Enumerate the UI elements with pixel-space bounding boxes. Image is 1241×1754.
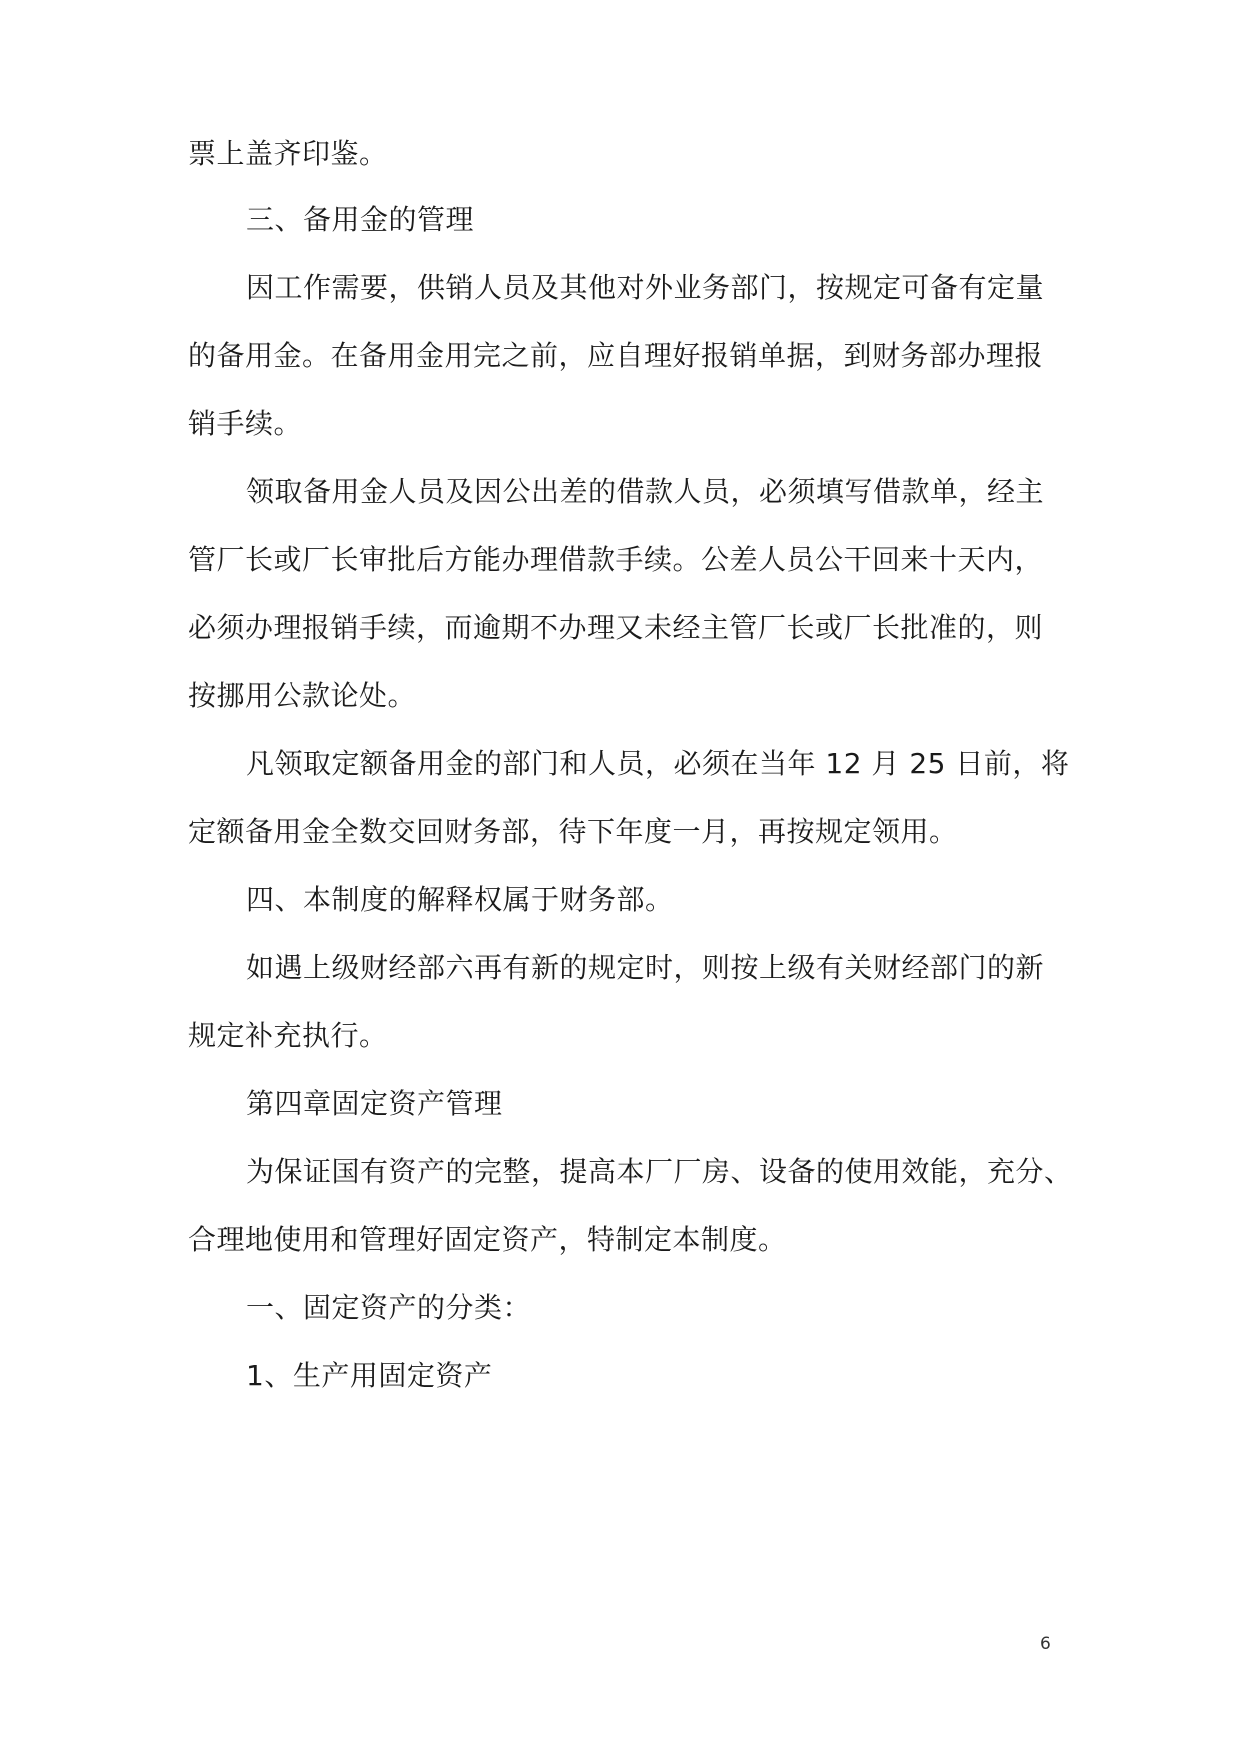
chapter-heading: 第四章固定资产管理 [246, 1087, 503, 1120]
text-line: 合理地使用和管理好固定资产，特制定本制度。 [188, 1223, 787, 1256]
text-line: 为保证国有资产的完整，提高本厂厂房、设备的使用效能，充分、 [246, 1155, 1073, 1188]
text-line: 管厂长或厂长审批后方能办理借款手续。公差人员公干回来十天内， [188, 543, 1044, 576]
text-line: 因工作需要，供销人员及其他对外业务部门，按规定可备有定量 [246, 271, 1045, 304]
text-line: 必须办理报销手续，而逾期不办理又未经主管厂长或厂长批准的，则 [188, 611, 1044, 644]
text-line: 规定补充执行。 [188, 1019, 388, 1052]
list-item: 1、生产用固定资产 [246, 1359, 493, 1392]
text-line: 销手续。 [188, 407, 303, 440]
text-line: 的备用金。在备用金用完之前，应自理好报销单据，到财务部办理报 [188, 339, 1044, 372]
text-line: 定额备用金全数交回财务部，待下年度一月，再按规定领用。 [188, 815, 958, 848]
text-line: 凡领取定额备用金的部门和人员，必须在当年 12 月 25 日前，将 [246, 747, 1070, 780]
text-line: 领取备用金人员及因公出差的借款人员，必须填写借款单，经主 [246, 475, 1045, 508]
text-line: 如遇上级财经部六再有新的规定时，则按上级有关财经部门的新 [246, 951, 1045, 984]
text-line: 按挪用公款论处。 [188, 679, 417, 712]
text-line: 票上盖齐印鉴。 [188, 137, 388, 170]
section-heading: 一、固定资产的分类： [246, 1291, 532, 1324]
section-heading: 四、本制度的解释权属于财务部。 [246, 883, 674, 916]
page-number: 6 [1040, 1634, 1051, 1654]
section-heading: 三、备用金的管理 [246, 203, 475, 236]
